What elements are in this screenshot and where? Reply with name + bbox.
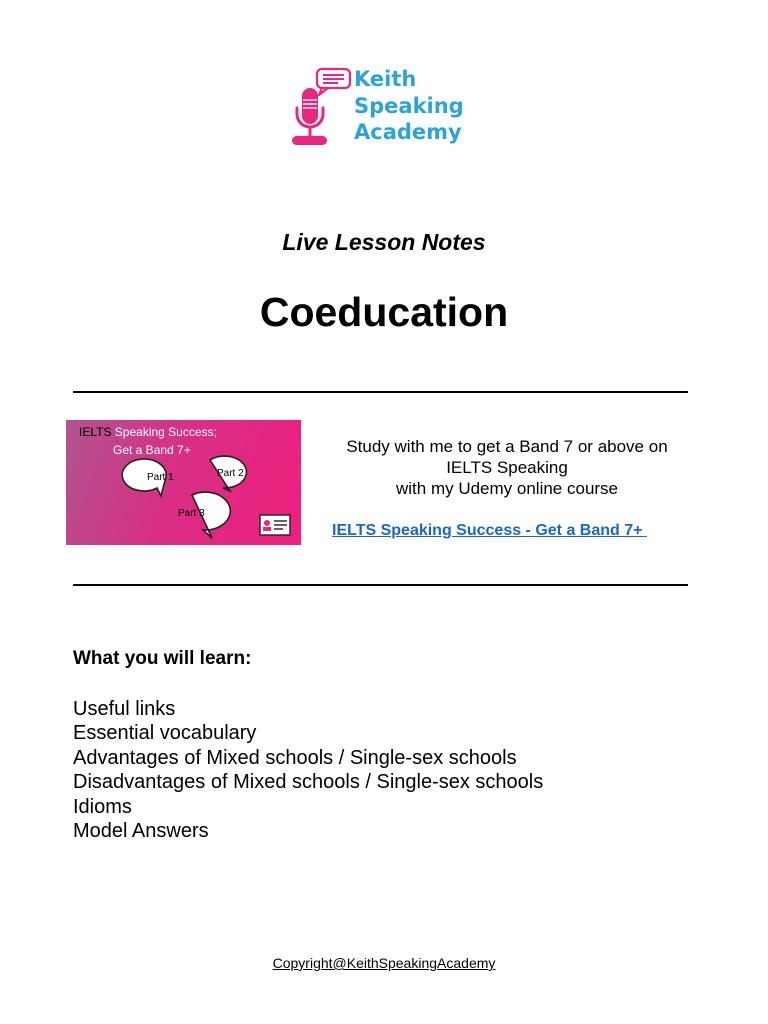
page-subtitle: Live Lesson Notes xyxy=(282,229,486,255)
list-item: Idioms xyxy=(73,795,132,818)
promo-line: IELTS Speaking xyxy=(446,458,568,477)
list-item: Essential vocabulary xyxy=(73,722,257,745)
promo-line: with my Udemy online course xyxy=(395,479,619,498)
page-title: Coeducation xyxy=(259,289,509,335)
divider-line xyxy=(73,584,688,586)
bubble-label-part-2: Part 2 xyxy=(217,468,244,479)
course-promo-text xyxy=(300,436,714,499)
list-item: Useful links xyxy=(73,698,176,720)
banner-title-rest: Speaking Success; xyxy=(111,425,217,439)
learn-heading: What you will learn: xyxy=(73,648,252,669)
brand-name-line: Academy xyxy=(354,120,462,144)
course-link[interactable]: IELTS Speaking Success - Get a Band 7+ xyxy=(332,522,647,539)
list-item: Advantages of Mixed schools / Single-sex schools xyxy=(73,746,517,769)
brand-name-line: Keith xyxy=(354,67,417,91)
banner-title-highlight: IELTS xyxy=(79,425,112,439)
copyright-link[interactable]: Copyright@KeithSpeakingAcademy xyxy=(272,955,496,971)
bubble-label-part-3: Part 3 xyxy=(178,508,205,519)
list-item: Model Answers xyxy=(73,820,209,843)
list-item: Disadvantages of Mixed schools / Single-sex schools xyxy=(73,771,544,794)
brand-name xyxy=(354,66,464,146)
learn-list xyxy=(73,697,543,843)
course-banner[interactable] xyxy=(66,420,301,545)
brand-logo xyxy=(288,66,488,150)
bubble-label-part-1: Part 1 xyxy=(147,472,174,483)
promo-line: Study with me to get a Band 7 or above on xyxy=(346,437,668,456)
id-card-icon xyxy=(259,514,291,536)
brand-name-line: Speaking xyxy=(354,93,464,118)
divider-line xyxy=(73,391,688,393)
banner-subtitle: Get a Band 7+ xyxy=(113,443,191,457)
microphone-icon xyxy=(288,66,354,150)
